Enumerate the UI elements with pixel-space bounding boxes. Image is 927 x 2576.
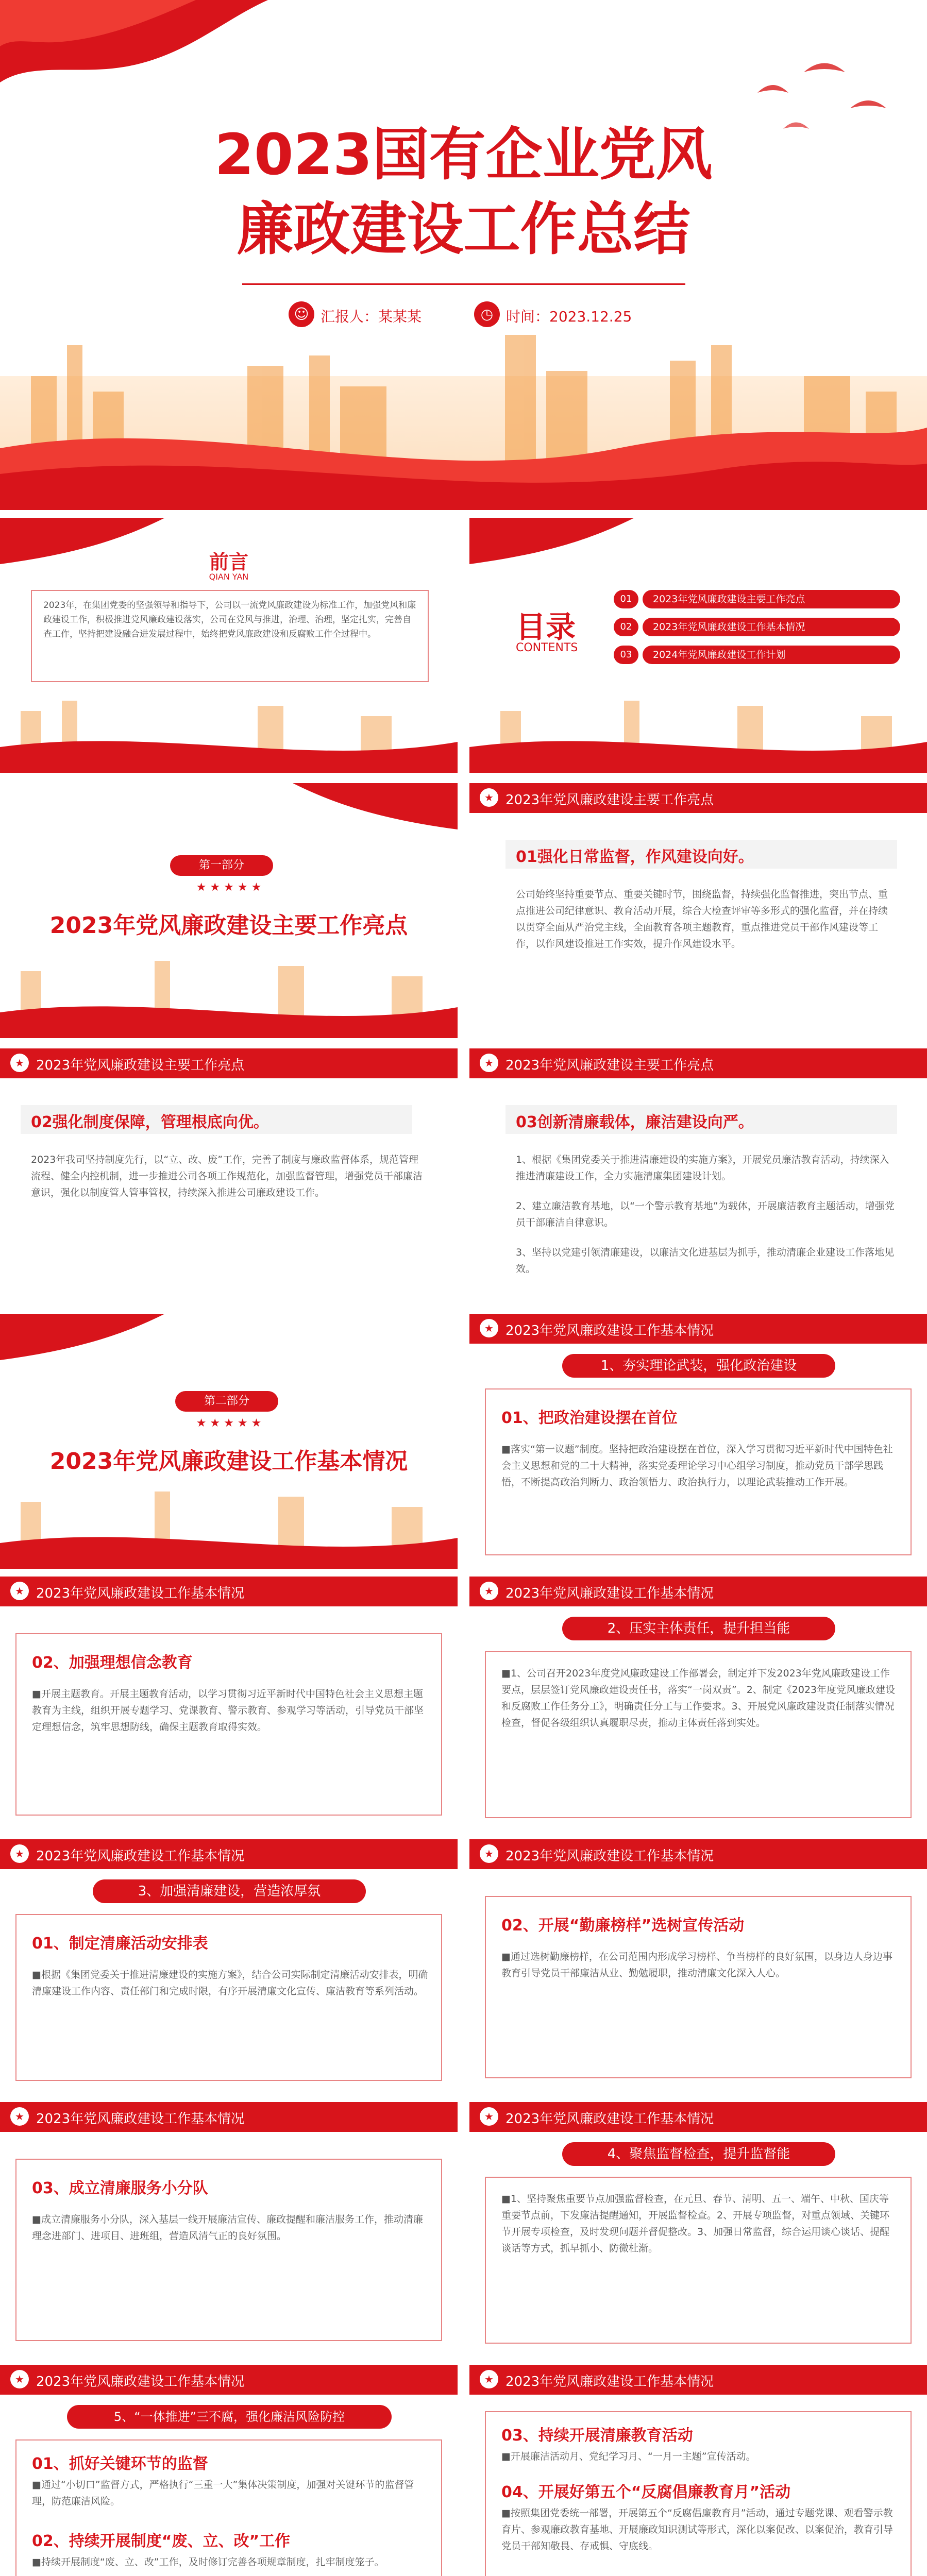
box-title: 02、开展“勤廉榜样”选树宣传活动	[501, 1917, 745, 1935]
basics-5b-slide	[469, 2365, 927, 2576]
slide-logo-icon: ★	[480, 788, 498, 807]
user-icon: ☺	[289, 301, 314, 327]
slide-header	[0, 1577, 458, 1606]
box-text: ■持续开展制度“废、立、改”工作，及时修订完善各项规章制度，扎牢制度笼子。	[32, 2556, 384, 2568]
toc-item[interactable]	[614, 646, 902, 666]
slide-logo-icon: ★	[480, 2107, 498, 2126]
red-flag-decoration	[469, 518, 634, 580]
basics-5a-slide	[0, 2365, 458, 2576]
cover-title-line2: 廉政建设工作总结	[237, 196, 690, 262]
time-label: 时间：2023.12.25	[506, 308, 632, 325]
slide-logo-icon: ★	[480, 2370, 498, 2388]
slide-header-title: 2023年党风廉政建设工作基本情况	[505, 2111, 714, 2127]
toc-item[interactable]	[614, 618, 902, 638]
highlight3-heading: 03创新清廉载体，廉洁建设向严。	[516, 1113, 754, 1131]
cover-slide	[0, 0, 927, 510]
box-text: ■开展廉洁活动月、党纪学习月、“一月一主题”宣传活动。	[501, 2451, 756, 2462]
slide-header-title: 2023年党风廉政建设工作基本情况	[505, 1323, 714, 1338]
box-text: ■通过选树勤廉榜样，在公司范围内形成学习榜样、争当榜样的良好氛围，以身边人身边事教育引导党员干部廉洁从业、勤勉履职，推动清廉文化深入人心。	[501, 1951, 892, 1979]
box-text: ■1、坚持聚焦重要节点加强监督检查，在元旦、春节、清明、五一、端午、中秋、国庆等重要节点前，下发廉洁提醒通知，开展监督检查。2、开展专项监督，对重点领域、关键环节开展专项检查，及时发现问题并督促整改。3、加强日常监督，综合运用谈心谈话、提醒谈话等方式，抓早抓小、防微杜渐。	[501, 2193, 890, 2254]
section-banner: 5、“一体推进”三不腐，强化廉洁风险防控	[67, 2405, 392, 2429]
preface-slide	[0, 518, 458, 773]
slide-header	[0, 1839, 458, 1869]
basics-3b-slide	[469, 1839, 927, 2094]
slide-header	[469, 1314, 927, 1344]
section-banner: 4、聚焦监督检查，提升监督能	[562, 2142, 835, 2166]
slide-header-title: 2023年党风廉政建设工作基本情况	[36, 2111, 245, 2127]
content-box	[15, 1914, 442, 2081]
content-box	[15, 2159, 442, 2341]
part1-title: 2023年党风廉政建设主要工作亮点	[49, 912, 408, 939]
box-title: 02、持续开展制度“废、立、改”工作	[32, 2532, 291, 2550]
section-banner: 3、加强清廉建设，营造浓厚氛	[93, 1879, 366, 1903]
slide-header-title: 2023年党风廉政建设工作基本情况	[505, 1849, 714, 1864]
slide-header	[469, 1048, 927, 1078]
toc-title: 目录	[516, 609, 576, 645]
slide-header	[0, 2102, 458, 2132]
slide-header	[469, 2365, 927, 2395]
highlight2-heading: 02强化制度保障，管理根底向优。	[31, 1113, 269, 1131]
reporter-label: 汇报人：某某某	[321, 308, 422, 325]
highlight2-slide	[0, 1048, 458, 1303]
box-text: ■开展主题教育。开展主题教育活动，以学习贯彻习近平新时代中国特色社会主义思想主题教育为主线，组织开展专题学习、党课教育、警示教育、参观学习等活动，引导党员干部坚定理想信念，筑牢思想防线，确保主题教育取得实效。	[32, 1688, 424, 1733]
box-text: ■按照集团党委统一部署，开展第五个“反腐倡廉教育月”活动，通过专题党课、观看警示教育片、参观廉政教育基地、开展廉政知识测试等形式，深化以案促改、以案促治，教育引导党员干部知敬畏、存戒惧、守底线。	[501, 2507, 894, 2552]
box-title: 04、开展好第五个“反腐倡廉教育月”活动	[501, 2483, 791, 2501]
city-skyline-decoration	[0, 696, 458, 773]
toc-item-label: 2024年党风廉政建设工作计划	[643, 646, 900, 664]
box-title: 01、把政治建设摆在首位	[501, 1409, 678, 1427]
red-flag-decoration	[293, 783, 458, 845]
slide-header-title: 2023年党风廉政建设主要工作亮点	[36, 1058, 245, 1073]
clock-icon: ◷	[474, 301, 500, 327]
city-skyline-decoration	[469, 696, 927, 773]
slide-logo-icon: ★	[480, 1054, 498, 1072]
box-title: 01、抓好关键环节的监督	[32, 2455, 208, 2473]
slide-header	[0, 1048, 458, 1078]
box-title: 01、制定清廉活动安排表	[32, 1935, 208, 1953]
toc-subtitle: CONTENTS	[516, 641, 578, 654]
box-text: ■根据《集团党委关于推进清廉建设的实施方案》，结合公司实际制定清廉活动安排表，明确清廉建设工作内容、责任部门和完成时限，有序开展清廉文化宣传、廉洁教育等系列活动。	[32, 1969, 428, 1997]
preface-box	[31, 590, 429, 682]
slide-logo-icon: ★	[10, 1844, 29, 1863]
highlight1-slide	[469, 783, 927, 1038]
stars-icon: ★ ★ ★ ★ ★	[196, 881, 262, 894]
highlight1-heading: 01强化日常监督，作风建设向好。	[516, 848, 754, 866]
highlight1-text: 公司始终坚持重要节点、重要关键时节，围绕监督，持续强化监督推进，突出节点、重点推进公司纪律意识、教育活动开展，综合大检查评审等多形式的强化监督，并在持续以贯穿全面从严治党主线，全面教育各项主题教育，重点推进党员干部作风建设等工作，以作风建设推进工作实效，提升作风建设水平。	[516, 889, 888, 950]
box-title: 02、加强理想信念教育	[32, 1654, 193, 1672]
basics-3a-slide	[0, 1839, 458, 2094]
box-text: ■落实“第一议题”制度。坚持把政治建设摆在首位，深入学习贯彻习近平新时代中国特色社会主义思想和党的二十大精神，落实党委理论学习中心组学习制度，推动党员干部学思践悟，不断提高政治判断力、政治领悟力、政治执行力，以理论武装推动工作开展。	[501, 1444, 893, 1488]
toc-item-num: 02	[614, 618, 638, 636]
slide-header	[469, 1577, 927, 1606]
part1-slide	[0, 783, 458, 1038]
box-text: ■成立清廉服务小分队，深入基层一线开展廉洁宣传、廉政提醒和廉洁服务工作，推动清廉理念进部门、进项目、进班组，营造风清气正的良好氛围。	[32, 2214, 423, 2242]
box-title: 03、持续开展清廉教育活动	[501, 2427, 693, 2445]
basics-1b-slide	[0, 1577, 458, 1832]
preface-subtitle: QIAN YAN	[209, 572, 249, 582]
content-box	[485, 1388, 912, 1555]
preface-text: 2023年，在集团党委的坚强领导和指导下，公司以一流党风廉政建设为标准工作，加强党风和廉政建设工作，积极推进党风廉政建设落实，公司在党风与推进，治理、治理，坚定扎实，完善自查工作，坚持把建设融合进发展过程中，始终把党风廉政建设和反腐败工作全过程中。	[43, 600, 416, 639]
toc-list	[614, 590, 902, 666]
slide-logo-icon: ★	[10, 2370, 29, 2388]
toc-item-label: 2023年党风廉政建设主要工作亮点	[643, 590, 900, 608]
highlight3-item: 2、建立廉洁教育基地，以“一个警示教育基地”为载体，开展廉洁教育主题活动，增强党员干部廉洁自律意识。	[516, 1200, 895, 1228]
slide-logo-icon: ★	[10, 1054, 29, 1072]
highlight3-item: 3、坚持以党建引领清廉建设，以廉洁文化进基层为抓手，推动清廉企业建设工作落地见效。	[516, 1247, 895, 1275]
box-text: ■通过“小切口”监督方式，严格执行“三重一大”集体决策制度，加强对关键环节的监督管理，防范廉洁风险。	[32, 2479, 414, 2507]
highlight3-item: 1、根据《集团党委关于推进清廉建设的实施方案》，开展党员廉洁教育活动，持续深入推进清廉建设工作，全力实施清廉集团建设计划。	[516, 1154, 889, 1182]
slide-header-title: 2023年党风廉政建设工作基本情况	[36, 2374, 245, 2389]
slide-logo-icon: ★	[480, 1844, 498, 1863]
slide-logo-icon: ★	[10, 2107, 29, 2126]
red-flag-decoration	[0, 1314, 165, 1376]
slide-header	[469, 783, 927, 813]
slide-logo-icon: ★	[480, 1319, 498, 1337]
toc-item-label: 2023年党风廉政建设工作基本情况	[643, 618, 900, 636]
basics-1a-slide	[469, 1314, 927, 1569]
toc-item-num: 03	[614, 646, 638, 664]
section-banner: 1、夯实理论武装，强化政治建设	[562, 1354, 835, 1378]
toc-item[interactable]	[614, 590, 902, 611]
toc-slide	[469, 518, 927, 773]
city-skyline-decoration	[0, 314, 927, 510]
basics-2-slide	[469, 1577, 927, 1832]
highlight2-text: 2023年我司坚持制度先行，以“立、改、废”工作，完善了制度与廉政监督体系，规范管理流程、健全内控机制，进一步推进公司各项工作规范化，加强监督管理，增强党员干部廉洁意识，强化以制度管人管事管权，持续深入推进公司廉政建设工作。	[31, 1154, 423, 1198]
part1-tag: 第一部分	[170, 855, 273, 876]
part2-title: 2023年党风廉政建设工作基本情况	[49, 1448, 408, 1475]
content-box	[15, 1633, 442, 1816]
slide-header-title: 2023年党风廉政建设主要工作亮点	[505, 792, 714, 808]
slide-header	[0, 2365, 458, 2395]
slide-header	[469, 2102, 927, 2132]
content-box	[15, 2439, 442, 2576]
content-box	[485, 1896, 912, 2078]
box-text: ■1、公司召开2023年度党风廉政建设工作部署会，制定并下发2023年党风廉政建设工作要点，层层签订党风廉政建设责任书，落实“一岗双责”。2、制定《2023年度党风廉政建设和反腐败工作任务分工》，明确责任分工与工作要求。3、开展党风廉政建设责任制落实情况检查，督促各级组织认真履职尽责，推动主体责任落到实处。	[501, 1668, 896, 1728]
slide-header-title: 2023年党风廉政建设工作基本情况	[505, 1586, 714, 1601]
city-skyline-decoration	[0, 956, 458, 1038]
slide-logo-icon: ★	[10, 1582, 29, 1600]
slide-header-title: 2023年党风廉政建设主要工作亮点	[505, 1058, 714, 1073]
cover-title-line1: 2023国有企业党风	[214, 122, 713, 188]
highlight3-slide	[469, 1048, 927, 1303]
basics-4-slide	[469, 2102, 927, 2357]
red-flag-decoration	[0, 0, 268, 113]
preface-title: 前言	[209, 551, 248, 573]
stars-icon: ★ ★ ★ ★ ★	[196, 1417, 262, 1430]
part2-slide	[0, 1314, 458, 1569]
slide-header	[469, 1839, 927, 1869]
slide-logo-icon: ★	[480, 1582, 498, 1600]
slide-header-title: 2023年党风廉政建设工作基本情况	[505, 2374, 714, 2389]
basics-3c-slide	[0, 2102, 458, 2357]
city-skyline-decoration	[0, 1486, 458, 1569]
section-banner: 2、压实主体责任，提升担当能	[562, 1617, 835, 1640]
content-box	[485, 1651, 912, 1818]
part2-tag: 第二部分	[175, 1391, 278, 1412]
content-box	[485, 2411, 912, 2576]
box-title: 03、成立清廉服务小分队	[32, 2179, 208, 2197]
content-box	[485, 2177, 912, 2344]
slide-header-title: 2023年党风廉政建设工作基本情况	[36, 1849, 245, 1864]
cover-divider	[242, 283, 685, 285]
toc-item-num: 01	[614, 590, 638, 608]
slide-header-title: 2023年党风廉政建设工作基本情况	[36, 1586, 245, 1601]
